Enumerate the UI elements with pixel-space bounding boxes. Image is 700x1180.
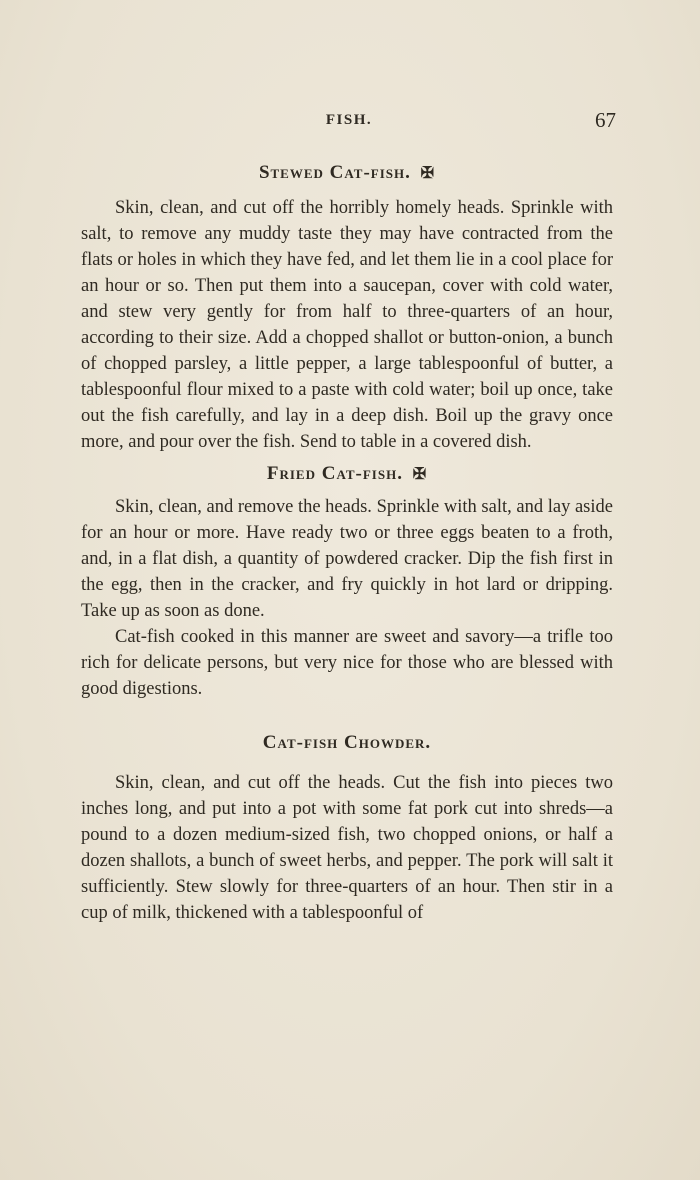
recipe-heading-stewed-catfish (81, 160, 613, 187)
running-head-title: FISH. (325, 112, 373, 128)
recipe-paragraph: Skin, clean, and cut off the horribly homely heads. Sprinkle with salt, to remove any muddy taste they may have contracted from the flats or holes in which they have fed, and let them lie in a cool place for an hour or so. Then put them into a saucepan, cover with cold water, and stew very gently for from half to three-quarters of an hour, according to their size. Add a chopped shallot or button-onion, a bunch of chopped parsley, a little pepper, a large tablespoonful of butter, a tablespoonful flour mixed to a paste with cold water; boil up once, take out the fish carefully, and lay in a deep dish. Boil up the gravy once more, and pour over the fish. Send to table in a covered dish. (81, 198, 613, 452)
page-number: 67 (595, 108, 616, 132)
page-content (81, 160, 613, 926)
heading-text: Stewed Cat-fish. (258, 162, 411, 183)
cross-ornament-icon: ✠ (420, 165, 436, 182)
recipe-heading-fried-catfish (81, 461, 613, 488)
recipe-heading-catfish-chowder (81, 730, 613, 756)
heading-text: Fried Cat-fish. (266, 463, 403, 484)
recipe-paragraph: Cat-fish cooked in this manner are sweet and savory—a trifle too rich for delicate persons, but very nice for those who are blessed with good digestions. (81, 627, 613, 699)
running-head (82, 108, 616, 138)
recipe-paragraph: Skin, clean, and remove the heads. Sprinkle with salt, and lay aside for an hour or more. Have ready two or three eggs beaten to a froth, and, in a flat dish, a quantity of powdered cracker. Dip the fish first in the egg, then in the cracker, and fry quickly in hot lard or dripping. Take up as soon as done. (81, 497, 613, 621)
cross-ornament-icon: ✠ (412, 466, 428, 483)
heading-text: Cat-fish Chowder. (262, 732, 432, 753)
recipe-paragraph: Skin, clean, and cut off the heads. Cut the fish into pieces two inches long, and put into a pot with some fat pork cut into shreds—a pound to a dozen medium-sized fish, two chopped onions, or half a dozen shallots, a bunch of sweet herbs, and pepper. The pork will salt it sufficiently. Stew slowly for three-quarters of an hour. Then stir in a cup of milk, thickened with a tablespoonful of (81, 773, 613, 923)
